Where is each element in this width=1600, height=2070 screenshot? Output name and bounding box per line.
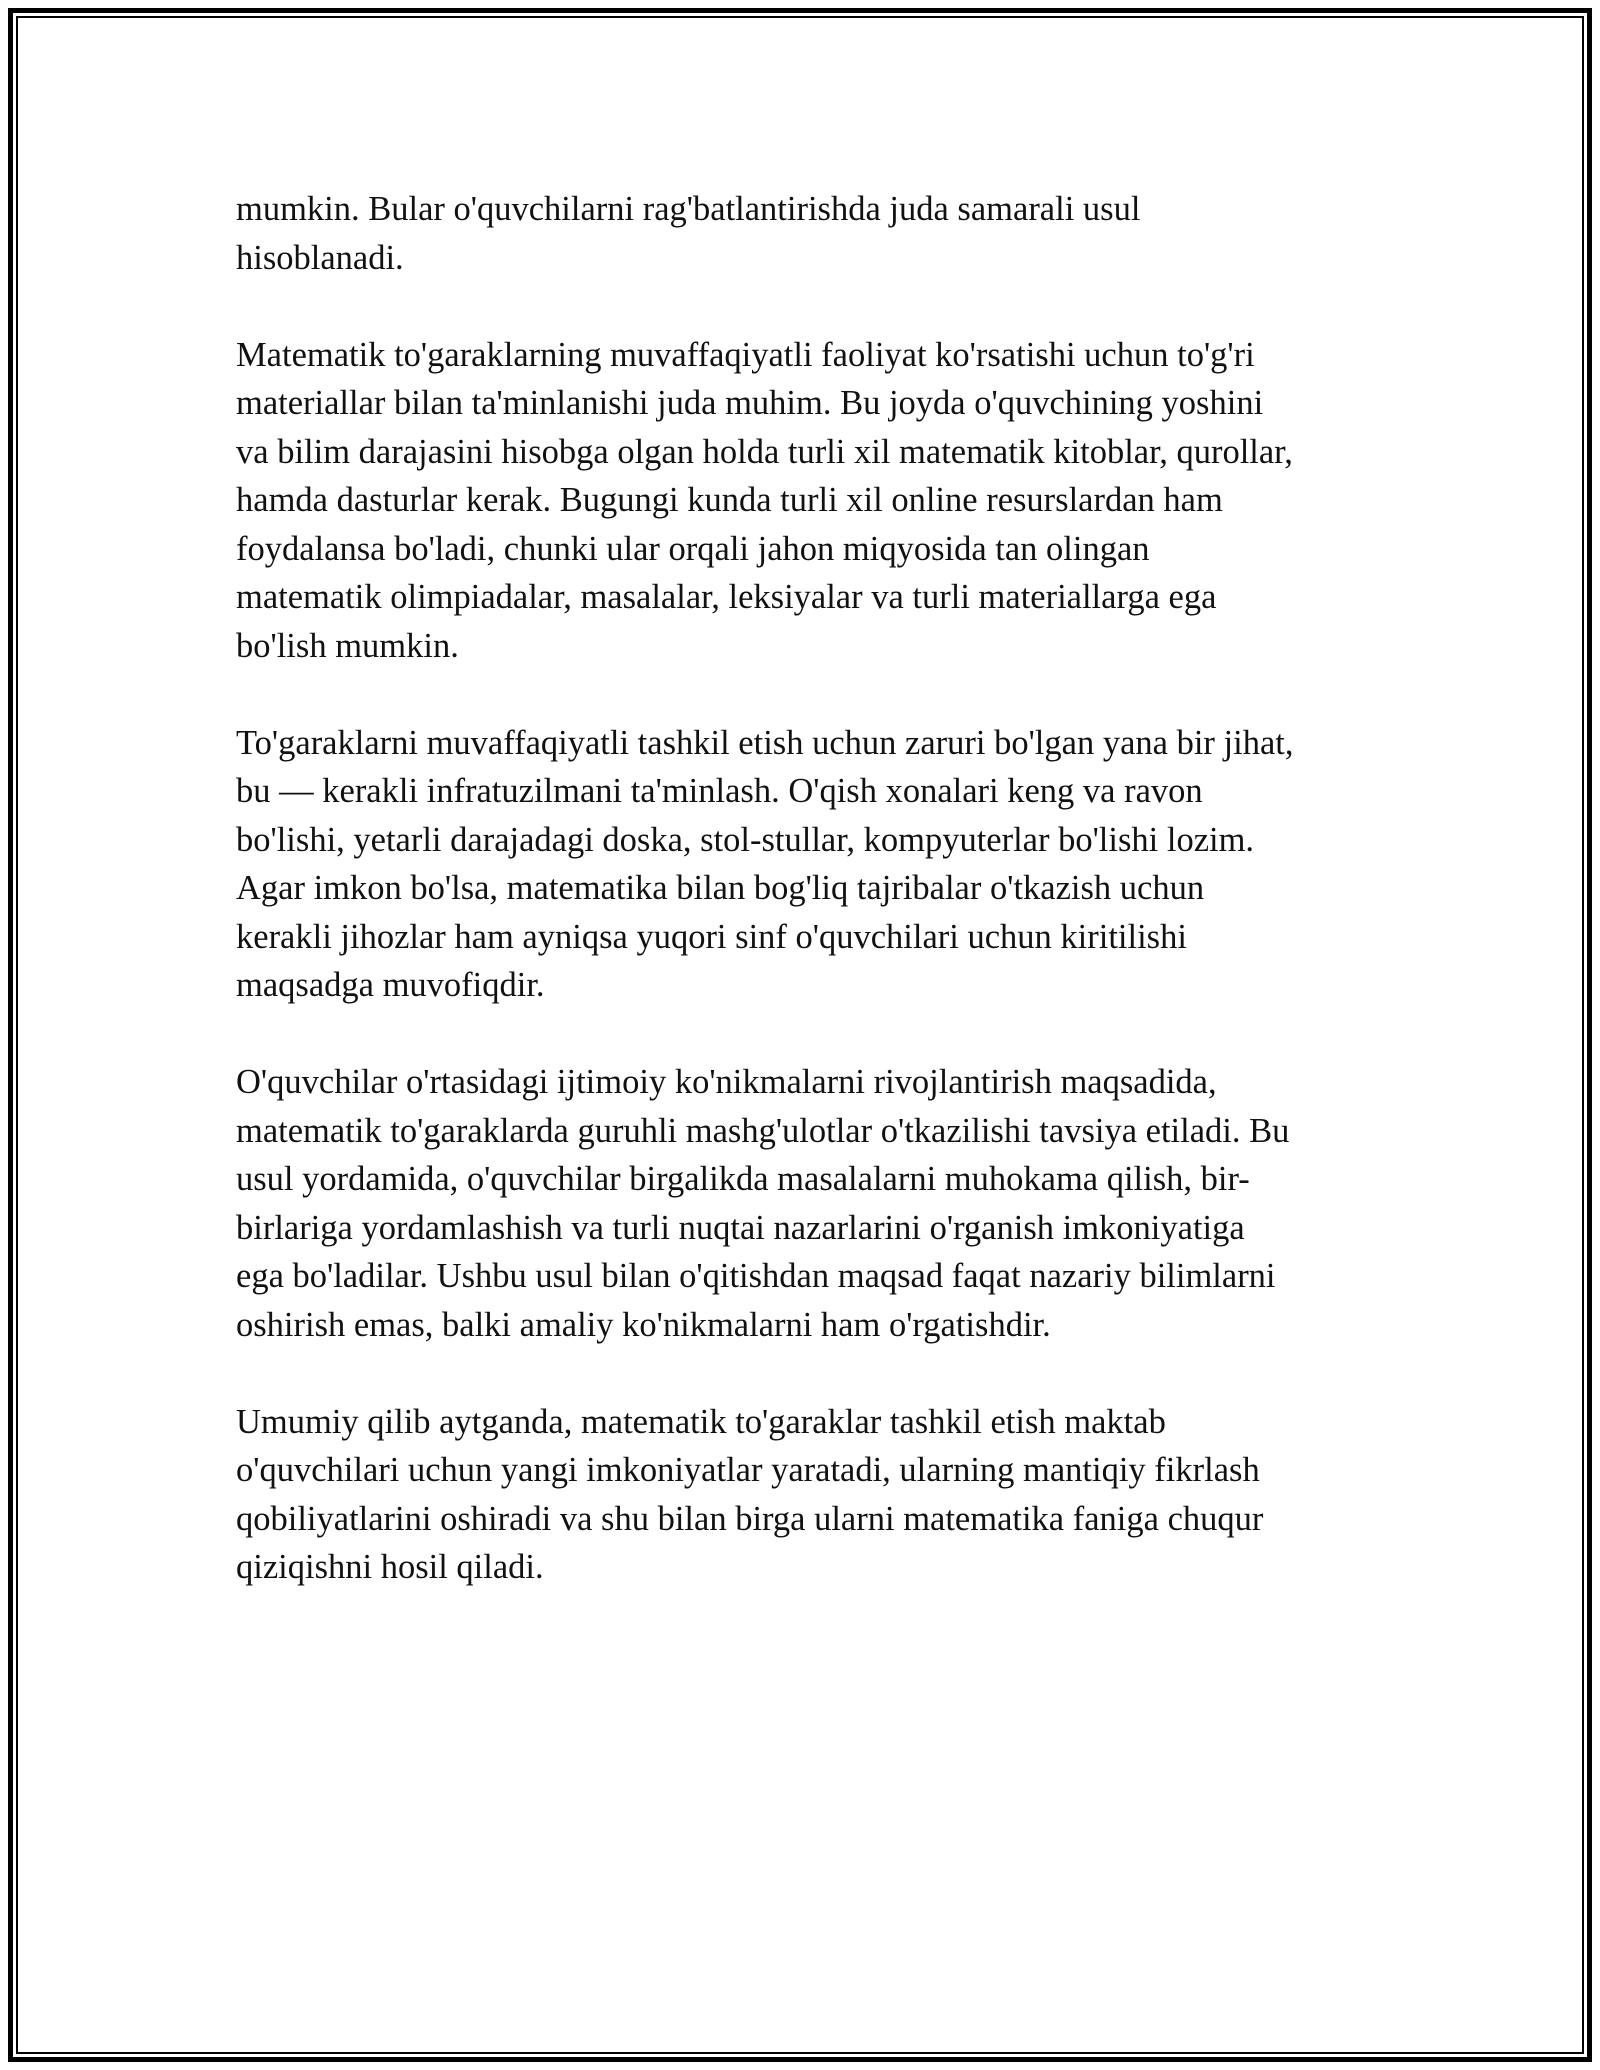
document-body [236, 185, 1366, 1640]
paragraph-4: O'quvchilar o'rtasidagi ijtimoiy ko'nikmalarni rivojlantirish maqsadida, matematik to'garaklarda guruhli mashg'ulotlar o'tkazilishi tavsiya etiladi. Bu usul yordamida, o'quvchilar birgalikda masalalarni muhokama qilish, bir- birlariga yordamlashish va turli nuqtai nazarlarini o'rganish imkoniyatiga ega bo'ladilar. Ushbu usul bilan o'qitishdan maqsad faqat nazariy bilimlarni oshirish emas, balki amaliy ko'nikmalarni ham o'rgatishdir. [236, 1063, 1290, 1344]
paragraph-2: Matematik to'garaklarning muvaffaqiyatli faoliyat ko'rsatishi uchun to'g'ri materiallar bilan ta'minlanishi juda muhim. Bu joyda o'quvchining yoshini va bilim darajasini hisobga olgan holda turli xil matematik kitoblar, qurollar, hamda dasturlar kerak. Bugungi kunda turli xil online resurslardan ham foydalansa bo'ladi, chunki ular orqali jahon miqyosida tan olingan matematik olimpiadalar, masalalar, leksiyalar va turli materiallarga ega bo'lish mumkin. [236, 335, 1293, 665]
paragraph-5: Umumiy qilib aytganda, matematik to'garaklar tashkil etish maktab o'quvchilari uchun yangi imkoniyatlar yaratadi, ularning mantiqiy fikrlash qobiliyatlarini oshiradi va shu bilan birga ularni matematika faniga chuqur qiziqishni hosil qiladi. [236, 1402, 1264, 1586]
paragraph-3: To'garaklarni muvaffaqiyatli tashkil etish uchun zaruri bo'lgan yana bir jihat, bu — kerakli infratuzilmani ta'minlash. O'qish xonalari keng va ravon bo'lishi, yetarli darajadagi doska, stol-stullar, kompyuterlar bo'lishi lozim. Agar imkon bo'lsa, matematika bilan bog'liq tajribalar o'tkazish uchun kerakli jihozlar ham ayniqsa yuqori sinf o'quvchilari uchun kiritilishi maqsadga muvofiqdir. [236, 723, 1294, 1004]
paragraph-1: mumkin. Bular o'quvchilarni rag'batlantirishda juda samarali usul hisoblanadi. [236, 190, 1141, 277]
